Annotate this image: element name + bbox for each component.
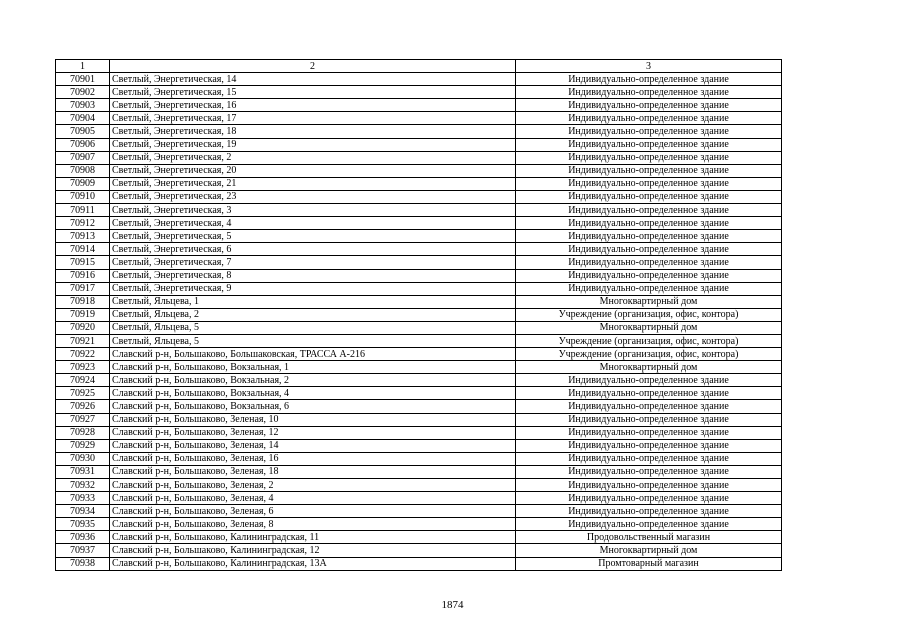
building-type-cell: Индивидуально-определенное здание xyxy=(516,164,782,177)
address-cell: Светлый, Яльцева, 5 xyxy=(110,321,516,334)
building-type-cell: Учреждение (организация, офис, контора) xyxy=(516,308,782,321)
table-row xyxy=(56,125,782,138)
building-type-cell: Индивидуально-определенное здание xyxy=(516,282,782,295)
row-number-cell: 70938 xyxy=(56,557,110,570)
address-cell: Светлый, Энергетическая, 9 xyxy=(110,282,516,295)
row-number-cell: 70915 xyxy=(56,256,110,269)
building-type-cell: Индивидуально-определенное здание xyxy=(516,86,782,99)
building-type-cell: Многоквартирный дом xyxy=(516,295,782,308)
address-cell: Славский р-н, Большаково, Вокзальная, 2 xyxy=(110,374,516,387)
address-cell: Светлый, Энергетическая, 23 xyxy=(110,190,516,203)
address-cell: Славский р-н, Большаково, Калининградская, 13А xyxy=(110,557,516,570)
table-row xyxy=(56,217,782,230)
row-number-cell: 70916 xyxy=(56,269,110,282)
building-type-cell: Индивидуально-определенное здание xyxy=(516,426,782,439)
address-cell: Славский р-н, Большаково, Зеленая, 16 xyxy=(110,452,516,465)
building-type-cell: Промтоварный магазин xyxy=(516,557,782,570)
address-cell: Славский р-н, Большаково, Зеленая, 8 xyxy=(110,518,516,531)
row-number-cell: 70920 xyxy=(56,321,110,334)
building-type-cell: Индивидуально-определенное здание xyxy=(516,413,782,426)
building-type-cell: Индивидуально-определенное здание xyxy=(516,505,782,518)
row-number-cell: 70903 xyxy=(56,99,110,112)
building-type-cell: Индивидуально-определенное здание xyxy=(516,492,782,505)
building-type-cell: Индивидуально-определенное здание xyxy=(516,151,782,164)
row-number-cell: 70936 xyxy=(56,531,110,544)
address-cell: Светлый, Энергетическая, 17 xyxy=(110,112,516,125)
building-type-cell: Индивидуально-определенное здание xyxy=(516,387,782,400)
table-row xyxy=(56,269,782,282)
table-row xyxy=(56,308,782,321)
building-type-cell: Индивидуально-определенное здание xyxy=(516,439,782,452)
table-row xyxy=(56,374,782,387)
address-cell: Светлый, Яльцева, 5 xyxy=(110,334,516,347)
table-row xyxy=(56,177,782,190)
address-table xyxy=(55,59,782,571)
table-row xyxy=(56,413,782,426)
row-number-cell: 70908 xyxy=(56,164,110,177)
table-row xyxy=(56,557,782,570)
row-number-cell: 70933 xyxy=(56,492,110,505)
table-row xyxy=(56,348,782,361)
table-row xyxy=(56,99,782,112)
building-type-cell: Индивидуально-определенное здание xyxy=(516,73,782,86)
row-number-cell: 70918 xyxy=(56,295,110,308)
row-number-cell: 70911 xyxy=(56,204,110,217)
address-cell: Светлый, Энергетическая, 18 xyxy=(110,125,516,138)
row-number-cell: 70924 xyxy=(56,374,110,387)
table-row xyxy=(56,256,782,269)
table-row xyxy=(56,295,782,308)
row-number-cell: 70925 xyxy=(56,387,110,400)
table-row xyxy=(56,151,782,164)
table-row xyxy=(56,230,782,243)
row-number-cell: 70914 xyxy=(56,243,110,256)
building-type-cell: Индивидуально-определенное здание xyxy=(516,125,782,138)
address-cell: Славский р-н, Большаково, Зеленая, 14 xyxy=(110,439,516,452)
row-number-cell: 70902 xyxy=(56,86,110,99)
page-number: 1874 xyxy=(441,599,464,611)
row-number-cell: 70935 xyxy=(56,518,110,531)
address-cell: Светлый, Энергетическая, 5 xyxy=(110,230,516,243)
address-cell: Славский р-н, Большаково, Калининградская, 12 xyxy=(110,544,516,557)
row-number-cell: 70909 xyxy=(56,177,110,190)
building-type-cell: Индивидуально-определенное здание xyxy=(516,177,782,190)
address-cell: Светлый, Энергетическая, 19 xyxy=(110,138,516,151)
header-cell-2: 2 xyxy=(110,60,516,73)
address-cell: Светлый, Энергетическая, 15 xyxy=(110,86,516,99)
row-number-cell: 70922 xyxy=(56,348,110,361)
table-row xyxy=(56,387,782,400)
building-type-cell: Индивидуально-определенное здание xyxy=(516,374,782,387)
address-cell: Светлый, Энергетическая, 3 xyxy=(110,204,516,217)
row-number-cell: 70906 xyxy=(56,138,110,151)
row-number-cell: 70919 xyxy=(56,308,110,321)
row-number-cell: 70930 xyxy=(56,452,110,465)
row-number-cell: 70910 xyxy=(56,190,110,203)
building-type-cell: Индивидуально-определенное здание xyxy=(516,479,782,492)
building-type-cell: Индивидуально-определенное здание xyxy=(516,452,782,465)
address-cell: Славский р-н, Большаково, Вокзальная, 4 xyxy=(110,387,516,400)
building-type-cell: Индивидуально-определенное здание xyxy=(516,204,782,217)
building-type-cell: Индивидуально-определенное здание xyxy=(516,465,782,478)
header-cell-1: 1 xyxy=(56,60,110,73)
building-type-cell: Продовольственный магазин xyxy=(516,531,782,544)
building-type-cell: Индивидуально-определенное здание xyxy=(516,217,782,230)
building-type-cell: Учреждение (организация, офис, контора) xyxy=(516,334,782,347)
address-cell: Светлый, Яльцева, 1 xyxy=(110,295,516,308)
building-type-cell: Индивидуально-определенное здание xyxy=(516,112,782,125)
address-cell: Светлый, Энергетическая, 7 xyxy=(110,256,516,269)
address-cell: Светлый, Энергетическая, 14 xyxy=(110,73,516,86)
row-number-cell: 70913 xyxy=(56,230,110,243)
building-type-cell: Многоквартирный дом xyxy=(516,361,782,374)
row-number-cell: 70937 xyxy=(56,544,110,557)
address-cell: Светлый, Энергетическая, 16 xyxy=(110,99,516,112)
address-cell: Славский р-н, Большаково, Калининградская, 11 xyxy=(110,531,516,544)
table-row xyxy=(56,138,782,151)
address-cell: Славский р-н, Большаково, Вокзальная, 6 xyxy=(110,400,516,413)
header-cell-3: 3 xyxy=(516,60,782,73)
building-type-cell: Индивидуально-определенное здание xyxy=(516,190,782,203)
row-number-cell: 70905 xyxy=(56,125,110,138)
table-row xyxy=(56,505,782,518)
table-row xyxy=(56,544,782,557)
table-row xyxy=(56,204,782,217)
address-cell: Светлый, Яльцева, 2 xyxy=(110,308,516,321)
table-row xyxy=(56,86,782,99)
address-cell: Славский р-н, Большаково, Зеленая, 2 xyxy=(110,479,516,492)
address-cell: Светлый, Энергетическая, 4 xyxy=(110,217,516,230)
table-row xyxy=(56,334,782,347)
table-row xyxy=(56,531,782,544)
building-type-cell: Индивидуально-определенное здание xyxy=(516,243,782,256)
building-type-cell: Индивидуально-определенное здание xyxy=(516,99,782,112)
table-row xyxy=(56,73,782,86)
address-cell: Славский р-н, Большаково, Зеленая, 10 xyxy=(110,413,516,426)
building-type-cell: Индивидуально-определенное здание xyxy=(516,400,782,413)
table-row xyxy=(56,426,782,439)
table-row xyxy=(56,492,782,505)
address-cell: Славский р-н, Большаково, Зеленая, 6 xyxy=(110,505,516,518)
row-number-cell: 70923 xyxy=(56,361,110,374)
row-number-cell: 70932 xyxy=(56,479,110,492)
table-row xyxy=(56,452,782,465)
row-number-cell: 70927 xyxy=(56,413,110,426)
row-number-cell: 70928 xyxy=(56,426,110,439)
table-row xyxy=(56,439,782,452)
row-number-cell: 70921 xyxy=(56,334,110,347)
building-type-cell: Индивидуально-определенное здание xyxy=(516,138,782,151)
address-cell: Славский р-н, Большаково, Зеленая, 18 xyxy=(110,465,516,478)
row-number-cell: 70931 xyxy=(56,465,110,478)
address-cell: Светлый, Энергетическая, 20 xyxy=(110,164,516,177)
row-number-cell: 70912 xyxy=(56,217,110,230)
address-cell: Славский р-н, Большаково, Большаковская, ТРАССА А-216 xyxy=(110,348,516,361)
table-row xyxy=(56,518,782,531)
row-number-cell: 70934 xyxy=(56,505,110,518)
table-row xyxy=(56,321,782,334)
table-body xyxy=(56,73,782,571)
building-type-cell: Индивидуально-определенное здание xyxy=(516,269,782,282)
table-row xyxy=(56,164,782,177)
table-row xyxy=(56,282,782,295)
table-row xyxy=(56,465,782,478)
row-number-cell: 70901 xyxy=(56,73,110,86)
table-row xyxy=(56,243,782,256)
table-header-row xyxy=(56,60,782,73)
row-number-cell: 70926 xyxy=(56,400,110,413)
building-type-cell: Индивидуально-определенное здание xyxy=(516,230,782,243)
building-type-cell: Многоквартирный дом xyxy=(516,321,782,334)
address-cell: Светлый, Энергетическая, 2 xyxy=(110,151,516,164)
row-number-cell: 70907 xyxy=(56,151,110,164)
address-cell: Славский р-н, Большаково, Зеленая, 12 xyxy=(110,426,516,439)
row-number-cell: 70904 xyxy=(56,112,110,125)
building-type-cell: Индивидуально-определенное здание xyxy=(516,518,782,531)
table-row xyxy=(56,361,782,374)
table-row xyxy=(56,190,782,203)
row-number-cell: 70929 xyxy=(56,439,110,452)
address-cell: Светлый, Энергетическая, 6 xyxy=(110,243,516,256)
table-row xyxy=(56,479,782,492)
table-row xyxy=(56,112,782,125)
address-cell: Светлый, Энергетическая, 21 xyxy=(110,177,516,190)
address-cell: Светлый, Энергетическая, 8 xyxy=(110,269,516,282)
address-cell: Славский р-н, Большаково, Вокзальная, 1 xyxy=(110,361,516,374)
address-cell: Славский р-н, Большаково, Зеленая, 4 xyxy=(110,492,516,505)
row-number-cell: 70917 xyxy=(56,282,110,295)
building-type-cell: Учреждение (организация, офис, контора) xyxy=(516,348,782,361)
building-type-cell: Многоквартирный дом xyxy=(516,544,782,557)
table-row xyxy=(56,400,782,413)
building-type-cell: Индивидуально-определенное здание xyxy=(516,256,782,269)
